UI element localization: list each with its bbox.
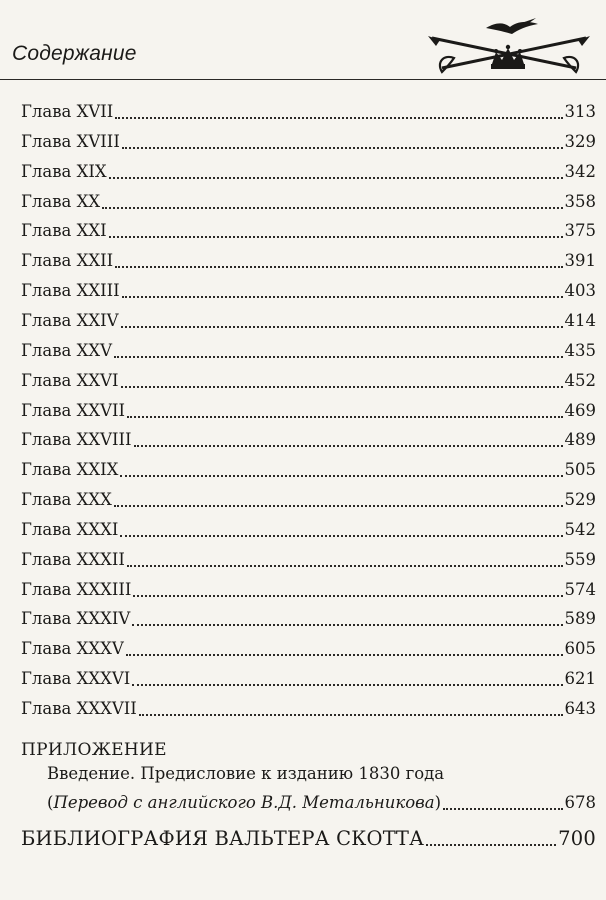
- dot-leader: [109, 161, 563, 179]
- dot-leader: [115, 250, 562, 268]
- toc-entry[interactable]: [21, 182, 596, 212]
- dot-leader: [139, 698, 563, 716]
- bibliography-page-number: 700: [558, 827, 596, 850]
- toc-entry[interactable]: [21, 391, 596, 421]
- toc-entry-page-number: 414: [564, 310, 596, 330]
- toc-entry-page-number: 589: [564, 609, 596, 629]
- dot-leader: [133, 579, 562, 597]
- toc-entry[interactable]: [21, 570, 596, 600]
- toc-entry[interactable]: [21, 510, 596, 540]
- toc-entry[interactable]: [21, 629, 596, 659]
- toc-entry-label: Глава XXXII: [21, 549, 125, 569]
- toc-entry-page-number: 329: [564, 131, 596, 151]
- toc-entry-label: Глава XX: [21, 191, 101, 211]
- toc-entry-page-number: 643: [564, 699, 596, 718]
- dot-leader: [134, 429, 563, 447]
- toc-entry-page-number: 391: [564, 251, 596, 271]
- toc-entry-page-number: 542: [564, 519, 596, 539]
- toc-entry[interactable]: [21, 450, 596, 480]
- dot-leader: [426, 826, 556, 846]
- dot-leader: [114, 340, 562, 358]
- toc-entry-label: Глава XXXV: [21, 639, 124, 659]
- toc-entry[interactable]: [21, 211, 596, 241]
- dot-leader: [120, 519, 562, 537]
- appendix-page-number: 678: [564, 793, 596, 812]
- toc-entry[interactable]: [21, 361, 596, 391]
- toc-entry-label: Глава XXX: [21, 490, 112, 510]
- toc-entry[interactable]: [21, 480, 596, 510]
- appendix-entry-translator: (Перевод с английского В.Д. Метальникова): [47, 793, 442, 812]
- toc-entry-page-number: 559: [564, 549, 596, 569]
- toc-entry-label: Глава XXVIII: [21, 430, 132, 450]
- toc-entry[interactable]: [21, 689, 596, 719]
- appendix-entry-line2[interactable]: [47, 792, 596, 813]
- toc-entry[interactable]: [21, 420, 596, 450]
- toc-entry-page-number: 403: [564, 281, 596, 301]
- header-divider: [0, 79, 606, 80]
- toc-entry-page-number: 358: [564, 191, 596, 211]
- dot-leader: [127, 400, 562, 418]
- toc-entry-page-number: 452: [564, 370, 596, 390]
- toc-entry-label: Глава XXIV: [21, 310, 119, 330]
- toc-entry-label: Глава XXV: [21, 340, 113, 360]
- appendix-heading: ПРИЛОЖЕНИЕ: [21, 740, 167, 760]
- toc-entry[interactable]: [21, 271, 596, 301]
- toc-entry[interactable]: [21, 92, 596, 122]
- toc-entry-label: Глава XXIX: [21, 460, 119, 480]
- toc-entry-label: Глава XXXIII: [21, 579, 132, 599]
- page-header: [0, 0, 606, 84]
- dot-leader: [127, 549, 563, 567]
- toc-entry-label: Глава XVII: [21, 102, 114, 121]
- toc-entry-page-number: 342: [564, 161, 596, 181]
- toc-entry-label: Глава XXXIV: [21, 609, 131, 629]
- toc-entry-page-number: 313: [564, 102, 596, 121]
- toc-entry[interactable]: [21, 301, 596, 331]
- toc-entry-label: Глава XVIII: [21, 131, 120, 151]
- toc-entry-page-number: 435: [564, 340, 596, 360]
- appendix-entry-title: Введение. Предисловие к изданию 1830 года: [47, 764, 445, 783]
- toc-entry-page-number: 469: [564, 400, 596, 420]
- toc-entry-page-number: 574: [564, 579, 596, 599]
- toc-entry[interactable]: [21, 152, 596, 182]
- toc-entry-page-number: 621: [564, 669, 596, 689]
- toc-entry[interactable]: [21, 599, 596, 629]
- dot-leader: [115, 101, 562, 119]
- dot-leader: [121, 310, 563, 328]
- toc-entry-label: Глава XXII: [21, 251, 114, 271]
- bibliography-entry[interactable]: [21, 826, 596, 851]
- dot-leader: [109, 220, 563, 238]
- dot-leader: [132, 668, 562, 686]
- dot-leader: [122, 280, 563, 298]
- appendix-entry-line1[interactable]: [47, 764, 596, 784]
- dot-leader: [120, 459, 562, 477]
- toc-entry[interactable]: [21, 241, 596, 271]
- toc-entry-page-number: 489: [564, 430, 596, 450]
- toc-entry-page-number: 605: [564, 639, 596, 659]
- toc-entry-label: Глава XXVII: [21, 400, 126, 420]
- toc-entry-label: Глава XXIII: [21, 281, 120, 301]
- toc-entry[interactable]: [21, 331, 596, 361]
- crossed-swords-crown-emblem-icon: [426, 18, 590, 80]
- dot-leader: [126, 638, 563, 656]
- toc-entry-label: Глава XXVI: [21, 370, 119, 390]
- dot-leader: [122, 131, 563, 149]
- toc-entry-page-number: 505: [564, 460, 596, 480]
- toc-entry[interactable]: [21, 122, 596, 152]
- dot-leader: [132, 608, 562, 626]
- toc-entry-label: Глава XIX: [21, 161, 107, 181]
- toc-entry-label: Глава XXXVI: [21, 669, 131, 689]
- toc-entry-label: Глава XXXI: [21, 519, 119, 539]
- toc-entry-label: Глава XXI: [21, 221, 107, 241]
- toc-entry-label: Глава XXXVII: [21, 699, 137, 718]
- dot-leader: [114, 489, 563, 507]
- toc-entry[interactable]: [21, 540, 596, 570]
- dot-leader: [102, 191, 562, 209]
- dot-leader: [443, 792, 562, 810]
- dot-leader: [121, 370, 563, 388]
- toc-entry-page-number: 375: [564, 221, 596, 241]
- toc-entry-page-number: 529: [564, 490, 596, 510]
- page-title: Содержание: [12, 42, 137, 65]
- toc-entry[interactable]: [21, 659, 596, 689]
- bibliography-label: БИБЛИОГРАФИЯ ВАЛЬТЕРА СКОТТА: [21, 827, 425, 850]
